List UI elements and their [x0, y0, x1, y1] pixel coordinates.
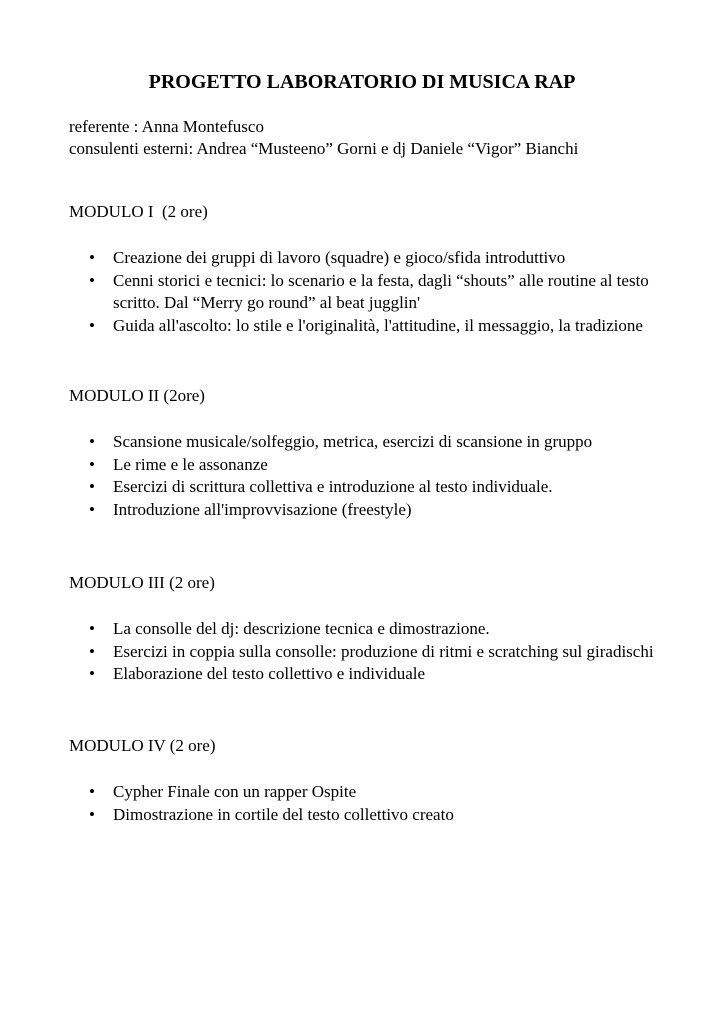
- list-item: • Esercizi in coppia sulla consolle: produzione di ritmi e scratching sul giradischi: [113, 641, 673, 664]
- list-item: • Creazione dei gruppi di lavoro (squadre) e gioco/sfida introduttivo: [113, 247, 653, 270]
- list-item: • Cypher Finale con un rapper Ospite: [113, 781, 673, 804]
- document-title: PROGETTO LABORATORIO DI MUSICA RAP: [148, 71, 576, 93]
- consulenti-line: consulenti esterni: Andrea “Musteeno” Gorni e dj Daniele “Vigor” Bianchi: [69, 139, 579, 158]
- module-3-heading: MODULO III (2 ore): [69, 573, 215, 592]
- list-item: • Cenni storici e tecnici: lo scenario e la festa, dagli “shouts” alle routine al testo scritto. Dal “Merry go round” al beat jugglin': [113, 270, 653, 315]
- list-item: • La consolle del dj: descrizione tecnica e dimostrazione.: [113, 618, 673, 641]
- module-4-heading: MODULO IV (2 ore): [69, 736, 216, 755]
- referente-line: referente : Anna Montefusco: [69, 117, 264, 136]
- module-3-list: [113, 618, 673, 686]
- list-item: • Le rime e le assonanze: [113, 454, 633, 477]
- list-item: • Introduzione all'improvvisazione (freestyle): [113, 499, 633, 522]
- list-item: • Guida all'ascolto: lo stile e l'originalità, l'attitudine, il messaggio, la tradizione: [113, 315, 653, 338]
- list-item: • Dimostrazione in cortile del testo collettivo creato: [113, 804, 673, 827]
- module-1-heading: MODULO I (2 ore): [69, 202, 208, 221]
- list-item: • Esercizi di scrittura collettiva e introduzione al testo individuale.: [113, 476, 633, 499]
- document-meta: [69, 116, 689, 160]
- module-2-heading: MODULO II (2ore): [69, 386, 205, 405]
- list-item: • Elaborazione del testo collettivo e individuale: [113, 663, 673, 686]
- module-2-list: [113, 431, 633, 521]
- list-item: • Scansione musicale/solfeggio, metrica, esercizi di scansione in gruppo: [113, 431, 633, 454]
- module-4-list: [113, 781, 673, 826]
- module-1-list: [113, 247, 653, 337]
